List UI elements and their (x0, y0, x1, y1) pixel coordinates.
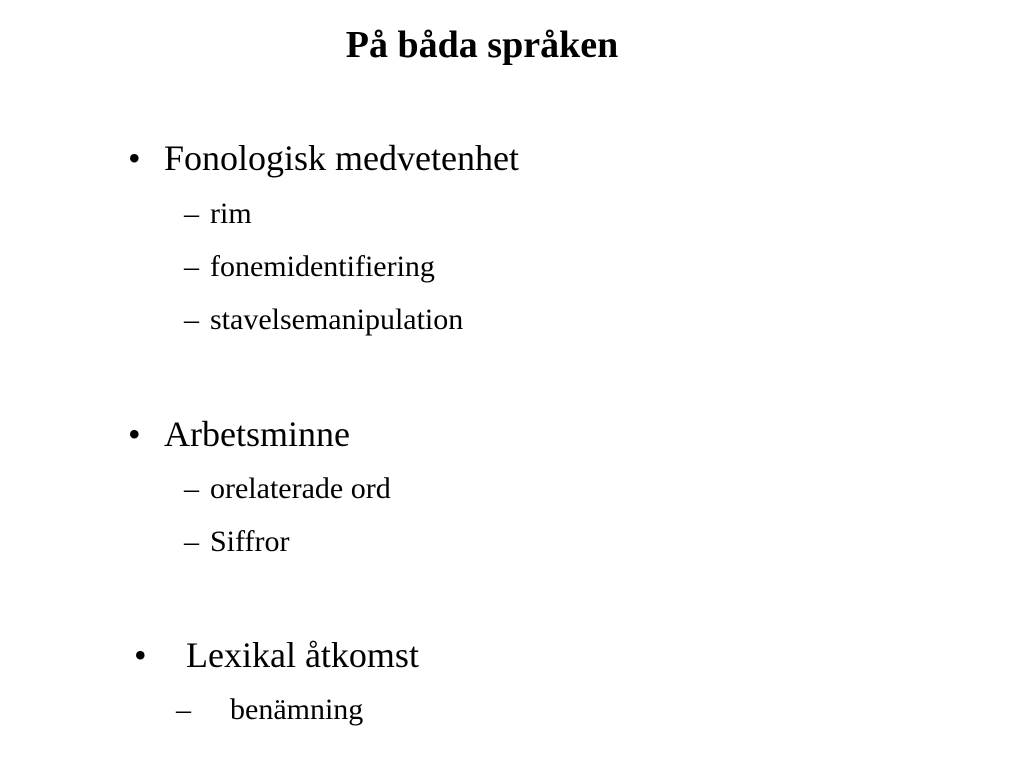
sub-item-label: orelaterade ord (210, 472, 391, 505)
sub-item-fonemidentifiering (184, 249, 435, 285)
sub-item-rim (184, 196, 252, 232)
sub-item-orelaterade-ord (184, 471, 391, 507)
bullet-marker: • (128, 138, 141, 178)
bullet-label: Lexikal åtkomst (186, 635, 419, 675)
sub-item-label: stavelsemanipulation (210, 303, 464, 336)
bullet-label: Arbetsminne (164, 414, 350, 454)
sub-item-label: Siffror (210, 525, 290, 558)
bullet-marker: • (134, 635, 147, 675)
dash-marker: – (184, 525, 199, 558)
sub-item-label: fonemidentifiering (210, 250, 435, 283)
dash-marker: – (176, 693, 191, 726)
sub-item-stavelsemanipulation (184, 302, 463, 338)
slide-title: På båda språken (345, 24, 619, 66)
bullet-label: Fonologisk medvetenhet (164, 138, 519, 178)
sub-item-label: benämning (230, 693, 364, 726)
bullet-fonologisk-medvetenhet (128, 136, 519, 180)
sub-item-benamning (176, 692, 363, 728)
bullet-arbetsminne (128, 412, 350, 456)
bullet-lexikal-atkomst (134, 633, 419, 677)
dash-marker: – (184, 197, 199, 230)
dash-marker: – (184, 472, 199, 505)
dash-marker: – (184, 303, 199, 336)
sub-item-label: rim (210, 197, 252, 230)
bullet-marker: • (128, 414, 141, 454)
dash-marker: – (184, 250, 199, 283)
sub-item-siffror (184, 524, 289, 560)
